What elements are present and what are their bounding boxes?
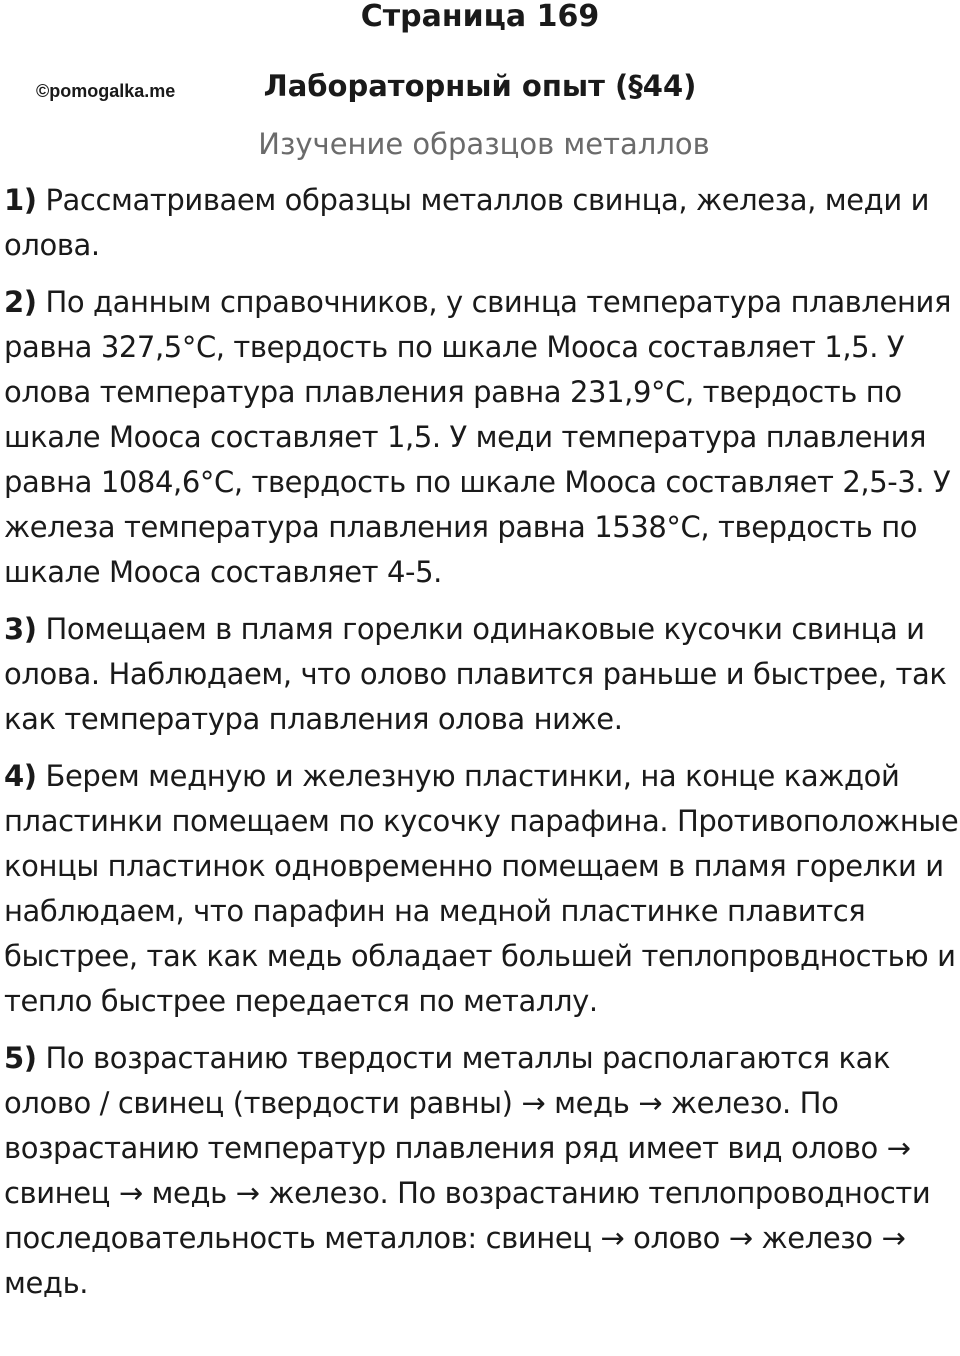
step-text: По данным справочников, у свинца температура плавления равна 327,5°С, твердость по шкале Мооса составляет 1,5. У олова температура плавления равна 231,9°С, твердость по шкале Мооса составляет 1,5. У меди температура плавления равна 1084,6°С, твердость по шкале Мооса составляет 2,5-3. У железа температура плавления равна 1538°С, твердость по шкале Мооса составляет 4-5.: [4, 285, 952, 589]
document-title: Лабораторный опыт (§44): [263, 69, 697, 103]
step-2: [4, 280, 960, 595]
step-number: 5): [4, 1041, 37, 1075]
step-number: 2): [4, 285, 37, 319]
step-3: [4, 607, 960, 742]
step-1: [4, 178, 960, 268]
step-text: Помещаем в пламя горелки одинаковые кусочки свинца и олова. Наблюдаем, что олово плавится раньше и быстрее, так как температура плавления олова ниже.: [4, 612, 947, 736]
step-4: [4, 754, 960, 1024]
step-number: 3): [4, 612, 37, 646]
page-title: Страница 169: [360, 0, 600, 34]
step-text: По возрастанию твердости металлы располагаются как олово / свинец (твердости равны) → медь → железо. По возрастанию температур плавления ряд имеет вид олово → свинец → медь → железо. По возрастанию теплопроводности последовательность металлов: свинец → олово → железо → медь.: [4, 1041, 931, 1300]
step-number: 4): [4, 759, 37, 793]
document-subtitle: Изучение образцов металлов: [258, 127, 710, 161]
step-5: [4, 1036, 960, 1306]
document-body: [4, 178, 960, 1318]
step-text: Берем медную и железную пластинки, на конце каждой пластинки помещаем по кусочку парафина. Противоположные концы пластинок одновременно помещаем в пламя горелки и наблюдаем, что парафин на медной пластинке плавится быстрее, так как медь обладает большей теплопровдностью и тепло быстрее передается по металлу.: [4, 759, 959, 1018]
watermark: ©pomogalka.me: [36, 81, 176, 101]
step-number: 1): [4, 183, 37, 217]
step-text: Рассматриваем образцы металлов свинца, железа, меди и олова.: [4, 183, 930, 262]
